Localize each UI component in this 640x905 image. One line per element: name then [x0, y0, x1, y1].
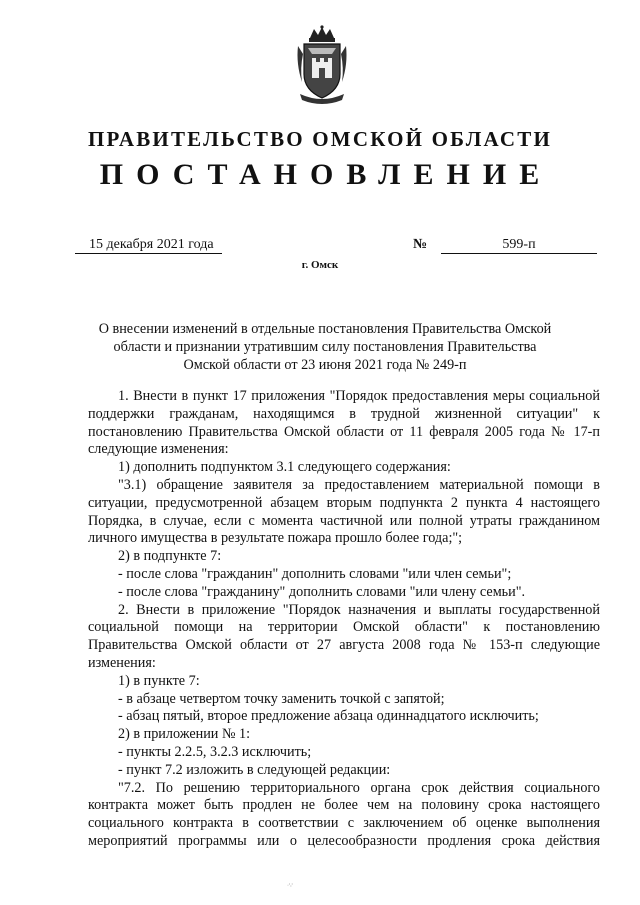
paragraph: 2) в приложении № 1:: [118, 726, 251, 743]
government-name: ПРАВИТЕЛЬСТВО ОМСКОЙ ОБЛАСТИ: [87, 127, 552, 151]
document-date: 15 декабря 2021 года: [75, 236, 222, 254]
paragraph: 1) в пункте 7:: [118, 672, 200, 689]
paragraph: 2) в подпункте 7:: [118, 548, 222, 565]
paragraph: "7.2. По решению территориального органа срок действия социального контракта может быть продлен не более чем на половину срока настоящего социального контракта в соответствии с заключением об оценке выполнения мероприятий программы или о целесообразности продления срока действия: [88, 779, 600, 849]
city: г. Омск: [301, 259, 339, 271]
paragraph: 1) дополнить подпунктом 3.1 следующего содержания:: [118, 459, 451, 476]
paragraph: - после слова "гражданин" дополнить словами "или член семьи";: [118, 565, 512, 582]
paragraph: - после слова "гражданину" дополнить словами "или члену семьи".: [118, 583, 526, 600]
paragraph: - пункт 7.2 изложить в следующей редакции:: [118, 761, 391, 778]
number-sign: №: [413, 237, 428, 252]
paragraph: "3.1) обращение заявителя за предоставлением материальной помощи в ситуации, предусмотренной абзацем вторым подпункта 2 пункта 4 настоящего Порядка, в случае, если с момента частичной или полной утраты гражданином личного имущества в результате пожара прошло более года;";: [88, 476, 600, 547]
scan-mark: ·∵: [287, 883, 293, 889]
document-heading: О внесении изменений в отдельные постановления Правительства Омской области и признании утратившим силу постановления Правительства Омской области от 23 июня 2021 года № 249-п: [98, 321, 552, 373]
paragraph: - в абзаце четвертом точку заменить точкой с запятой;: [118, 690, 445, 707]
document-number: 599-п: [441, 236, 597, 254]
document-body: [88, 388, 600, 851]
paragraph: 2. Внести в приложение "Порядок назначения и выплаты государственной социальной помощи на территории Омской области" к постановлению Правительства Омской области от 27 августа 2008 года № 153-п следующие изменения:: [88, 601, 600, 671]
paragraph: 1. Внести в пункт 17 приложения "Порядок предоставления меры социальной поддержки гражданам, находящимся в трудной жизненной ситуации" к постановлению Правительства Омской области от 11 февраля 2005 года № 17-п следующие изменения:: [88, 388, 600, 458]
paragraph: - пункты 2.2.5, 3.2.3 исключить;: [118, 743, 312, 760]
document-type: ПОСТАНОВЛЕНИЕ: [99, 158, 553, 191]
paragraph: - абзац пятый, второе предложение абзаца одиннадцатого исключить;: [118, 708, 539, 725]
coat-of-arms-icon: [294, 24, 350, 104]
